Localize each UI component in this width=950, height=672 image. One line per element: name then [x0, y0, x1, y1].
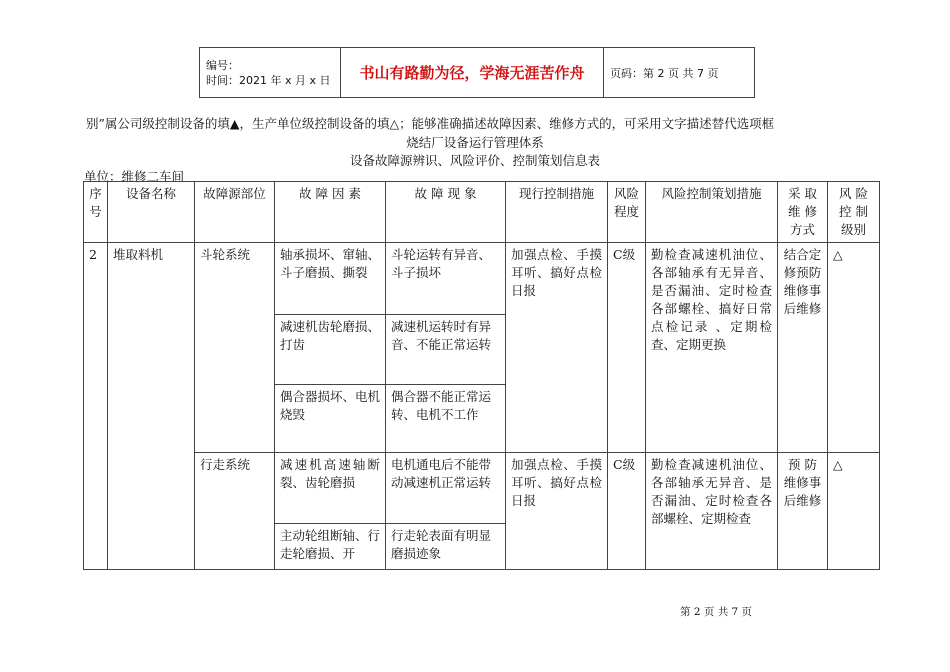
col-header-risk: 风险程度 — [608, 182, 646, 243]
phenomenon-cell: 电机通电后不能带动减速机正常运转 — [386, 453, 506, 524]
col-header-cause: 故 障 因 素 — [275, 182, 386, 243]
part-cell: 斗轮系统 — [195, 243, 275, 453]
phenomenon-cell: 减速机运转时有异音、不能正常运转 — [386, 315, 506, 385]
col-header-maintenance: 采 取维 修方式 — [778, 182, 828, 243]
plan-cell: 勤检查减速机油位、各部轴承有无异音、是否漏油、定时检查各部螺栓、搞好日常点检记录 、定期检查、定期更换 — [646, 243, 778, 453]
col-header-control: 现行控制措施 — [506, 182, 608, 243]
control-cell: 加强点检、手摸耳听、搞好点检日报 — [506, 243, 608, 453]
table-header-row — [84, 182, 880, 243]
cause-cell: 减速机高速轴断裂、齿轮磨损 — [275, 453, 386, 524]
col-header-equipment: 设备名称 — [108, 182, 195, 243]
table-row — [84, 243, 880, 315]
document-title: 烧结厂设备运行管理体系 — [406, 135, 544, 150]
seq-cell: 2 — [84, 243, 108, 570]
cause-cell: 减速机齿轮磨损、打齿 — [275, 315, 386, 385]
phenomenon-cell: 行走轮表面有明显磨损迹象 — [386, 523, 506, 569]
col-header-part: 故障源部位 — [195, 182, 275, 243]
level-cell: △ — [828, 243, 880, 453]
risk-cell: C级 — [608, 453, 646, 570]
header-meta — [200, 48, 341, 98]
cause-cell: 轴承损坏、窜轴、斗子磨损、撕裂 — [275, 243, 386, 315]
col-header-phenomenon: 故 障 现 象 — [386, 182, 506, 243]
phenomenon-cell: 斗轮运转有异音、斗子损坏 — [386, 243, 506, 315]
header-motto: 书山有路勤为径，学海无涯苦作舟 — [341, 48, 604, 98]
table-row — [84, 453, 880, 524]
col-header-seq: 序号 — [84, 182, 108, 243]
page-header — [199, 47, 755, 98]
part-cell: 行走系统 — [195, 453, 275, 570]
fault-source-table — [83, 181, 880, 570]
equipment-cell: 堆取料机 — [108, 243, 195, 570]
unit-label: 单位：维修二车间 — [84, 169, 185, 184]
col-header-plan: 风险控制策划措施 — [646, 182, 778, 243]
col-header-level: 风 险控 制级别 — [828, 182, 880, 243]
maintenance-cell: 结合定修预防维修事后维修 — [778, 243, 828, 453]
cause-cell: 偶合器损坏、电机烧毁 — [275, 384, 386, 453]
page-number-label: 页码：第 2 页 共 7 页 — [604, 48, 755, 98]
control-cell: 加强点检、手摸耳听、搞好点检日报 — [506, 453, 608, 570]
page-footer: 第 2 页 共 7 页 — [680, 606, 753, 618]
time-label: 时间：2021 年 x 月 x 日 — [206, 73, 331, 87]
plan-cell: 勤检查减速机油位、各部轴承无异音、是否漏油、定时检查各部螺栓、定期检查 — [646, 453, 778, 570]
phenomenon-cell: 偶合器不能正常运转、电机不工作 — [386, 384, 506, 453]
level-cell: △ — [828, 453, 880, 570]
maintenance-cell: 预 防维修事 后维修 — [778, 453, 828, 570]
note-text: 别”属公司级控制设备的填▲，生产单位级控制设备的填△；能够准确描述故障因素、维修方式的，可采用文字描述替代选项框 — [86, 116, 775, 131]
table-title: 设备故障源辨识、风险评价、控制策划信息表 — [349, 153, 600, 168]
cause-cell: 主动轮组断轴、行走轮磨损、开 — [275, 523, 386, 569]
risk-cell: C级 — [608, 243, 646, 453]
code-label: 编号： — [206, 58, 239, 72]
